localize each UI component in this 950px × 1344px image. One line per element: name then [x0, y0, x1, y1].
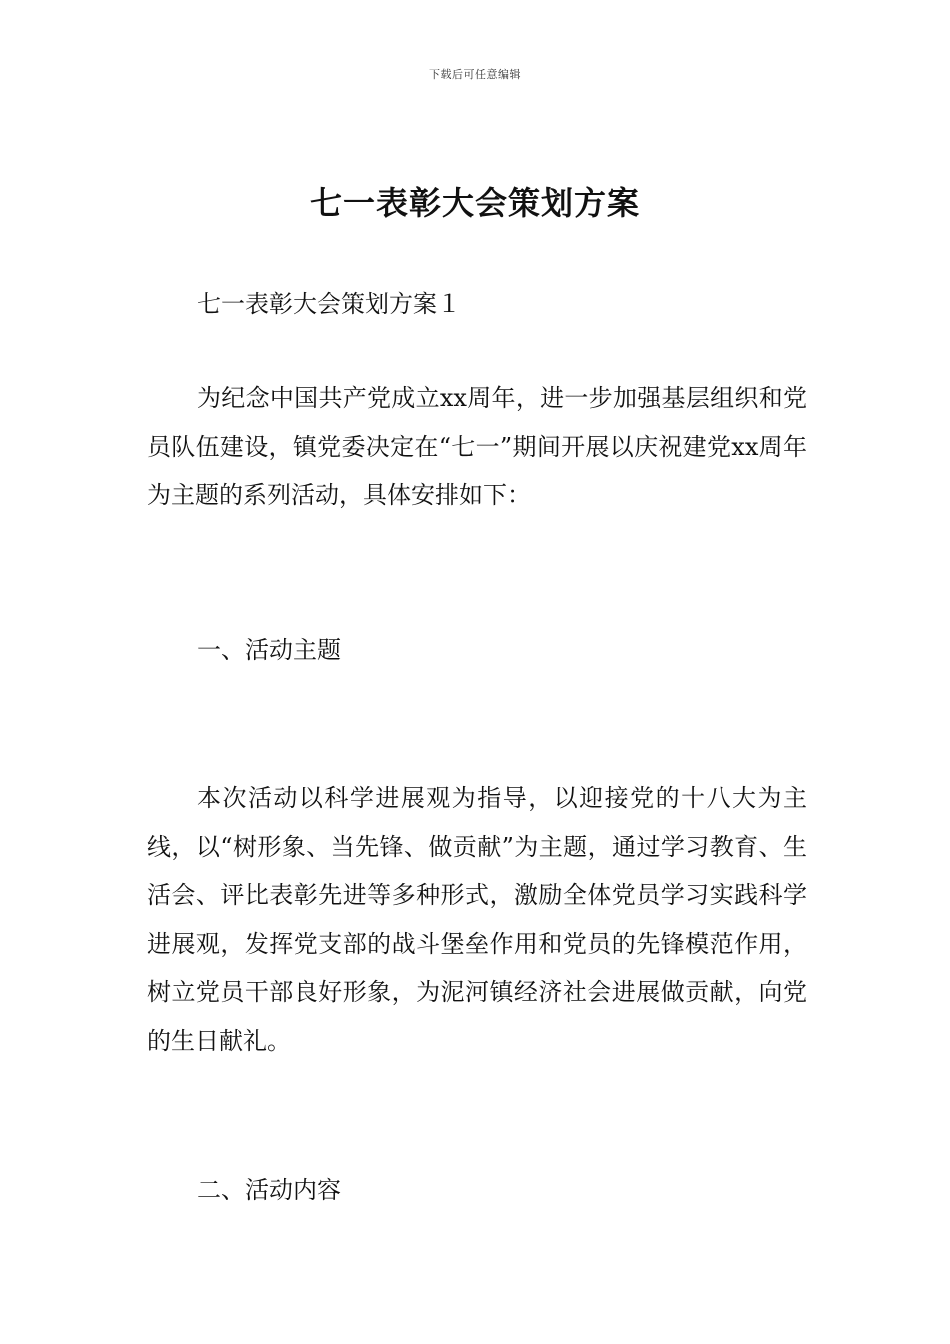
- section-heading-content: 二、活动内容: [197, 1176, 341, 1204]
- document-subtitle: 七一表彰大会策划方案１: [197, 290, 461, 318]
- section-heading-theme: 一、活动主题: [197, 636, 341, 664]
- page-header-note: 下载后可任意编辑: [429, 68, 521, 81]
- document-title: 七一表彰大会策划方案: [309, 184, 640, 222]
- intro-paragraph: 为纪念中国共产党成立xx周年，进一步加强基层组织和党员队伍建设，镇党委决定在“七一”期间开展以庆祝建党xx周年为主题的系列活动，具体安排如下：: [147, 384, 807, 509]
- section-body-theme: 本次活动以科学进展观为指导，以迎接党的十八大为主线，以“树形象、当先锋、做贡献”为主题，通过学习教育、生活会、评比表彰先进等多种形式，激励全体党员学习实践科学进展观，发挥党支部的战斗堡垒作用和党员的先锋模范作用，树立党员干部良好形象，为泥河镇经济社会进展做贡献，向党的生日献礼。: [147, 784, 807, 1055]
